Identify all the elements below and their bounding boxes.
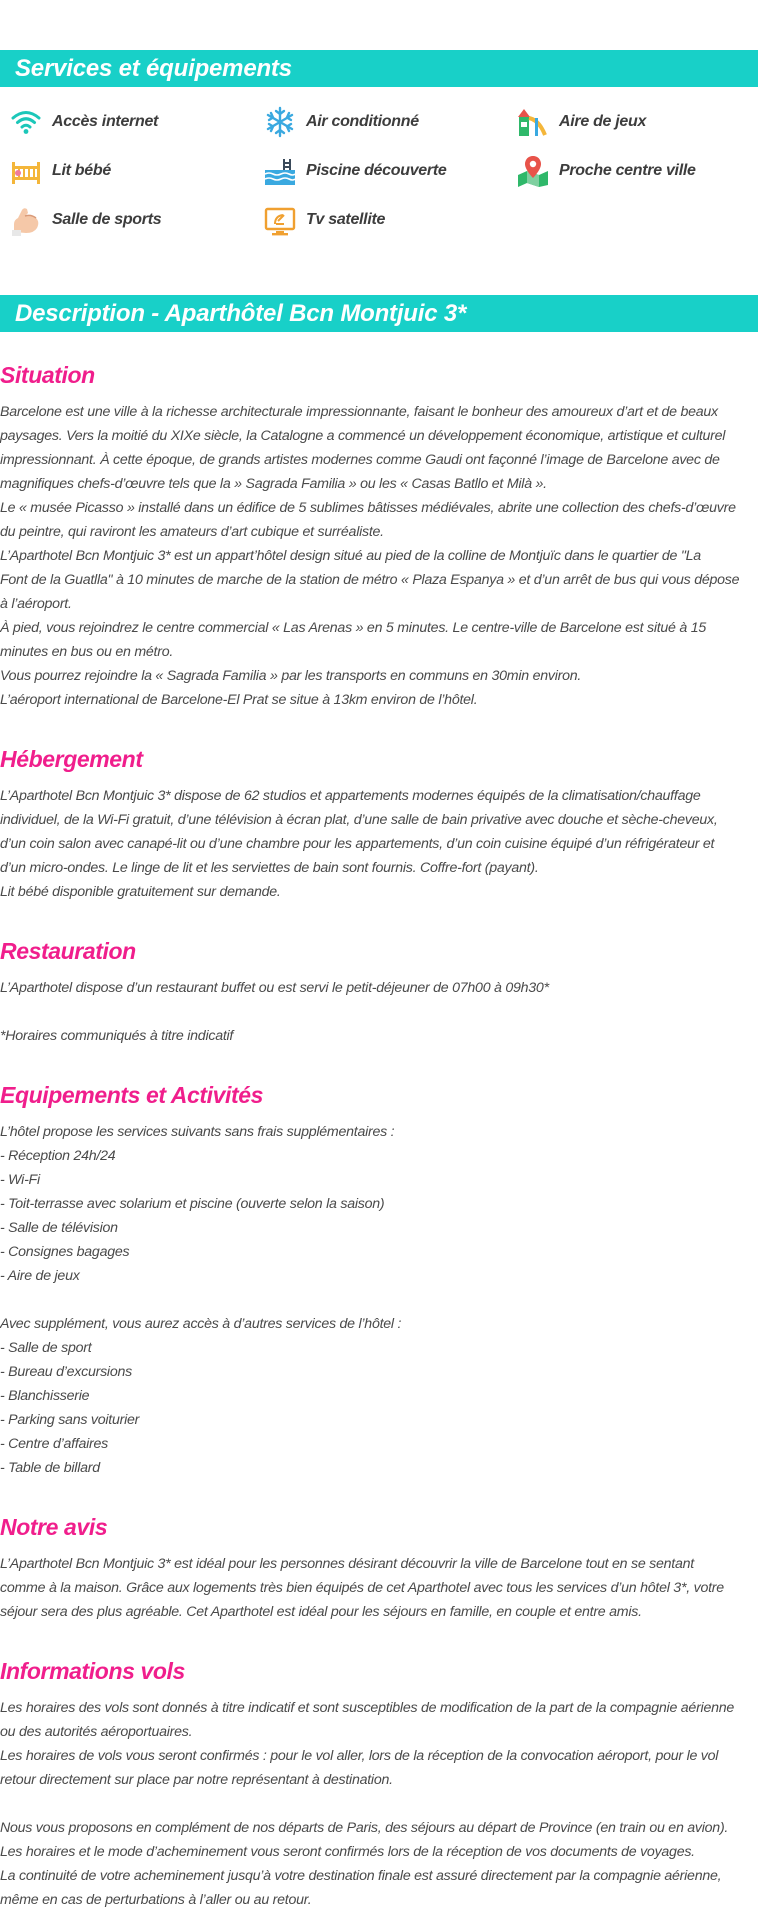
text-line: *Horaires communiqués à titre indicatif: [0, 1028, 234, 1044]
text-line: retour directement sur place par notre représentant à destination.: [0, 1772, 393, 1788]
service-label: Aire de jeux: [559, 113, 647, 130]
text-line: d’un coin salon avec canapé-lit ou d’une chambre pour les appartements, d’un coin cuisine équipé d’un réfrigérateur et: [0, 836, 715, 852]
text-line: d’un micro-ondes. Le linge de lit et les serviettes de bain sont fournis. Coffre-fort (payant).: [0, 860, 539, 876]
text-line: L’Aparthotel Bcn Montjuic 3* est un appart’hôtel design situé au pied de la colline de Montjuïc dans le quartier de "La: [0, 548, 701, 564]
service-item-city-center: [515, 153, 696, 189]
text-line: impressionnant. À cette époque, de grands artistes modernes comme Gaudi ont façonné l’image de Barcelone avec de: [0, 452, 720, 468]
service-item-internet: [8, 104, 158, 140]
avis-text: [0, 1552, 758, 1624]
situation-section: [0, 360, 758, 712]
description-title-band: [0, 295, 758, 332]
text-line: L’hôtel propose les services suivants sans frais supplémentaires :: [0, 1124, 395, 1140]
equipements-text: [0, 1120, 758, 1480]
restauration-heading: Restauration: [0, 938, 136, 964]
vols-section: [0, 1656, 758, 1912]
text-line: - Blanchisserie: [0, 1388, 90, 1404]
service-label: Accès internet: [52, 113, 159, 130]
vols-heading: Informations vols: [0, 1658, 185, 1684]
restauration-text: [0, 976, 758, 1048]
wifi-icon: [8, 104, 44, 140]
service-label: Lit bébé: [52, 162, 111, 179]
service-label: Salle de sports: [52, 211, 162, 228]
text-line: La continuité de votre acheminement jusqu’à votre destination finale est assuré directement par la compagnie aérienne,: [0, 1868, 722, 1884]
tv-icon: [262, 202, 298, 238]
text-line: Font de la Guatlla" à 10 minutes de marche de la station de métro « Plaza Espanya » et d’un arrêt de bus qui vous dépose: [0, 572, 740, 588]
text-line: Lit bébé disponible gratuitement sur demande.: [0, 884, 281, 900]
service-label: Piscine découverte: [306, 162, 447, 179]
text-line: individuel, de la Wi-Fi gratuit, d’une télévision à écran plat, d’une salle de bain privative avec douche et sèche-cheveux,: [0, 812, 718, 828]
hebergement-heading: Hébergement: [0, 746, 143, 772]
text-line: - Table de billard: [0, 1460, 100, 1476]
muscle-arm-icon: [8, 202, 44, 238]
service-item-playground: [515, 104, 646, 140]
text-line: Les horaires de vols vous seront confirmés : pour le vol aller, lors de la réception de la convocation aéroport, pour le vol: [0, 1748, 719, 1764]
service-label: Proche centre ville: [559, 162, 696, 179]
text-line: du peintre, qui raviront les amateurs d’art cubique et surréaliste.: [0, 524, 384, 540]
text-line: [0, 1792, 758, 1816]
service-item-air-conditioning: [262, 104, 419, 140]
text-line: L’Aparthotel Bcn Montjuic 3* est idéal pour les personnes désirant découvrir la ville de Barcelone tout en se sentant: [0, 1556, 694, 1572]
map-pin-icon: [515, 153, 551, 189]
description-title: Description - Aparthôtel Bcn Montjuic 3*: [15, 300, 467, 327]
hebergement-section: [0, 744, 758, 904]
text-line: L’Aparthotel Bcn Montjuic 3* dispose de 62 studios et appartements modernes équipés de la climatisation/chauffage: [0, 788, 701, 804]
pool-icon: [262, 153, 298, 189]
hebergement-text: [0, 784, 758, 904]
avis-heading: Notre avis: [0, 1514, 108, 1540]
service-label: Tv satellite: [306, 211, 386, 228]
text-line: Barcelone est une ville à la richesse architecturale impressionnante, faisant le bonheur des amoureux d’art et de beaux: [0, 404, 718, 420]
equipements-heading: Equipements et Activités: [0, 1082, 264, 1108]
text-line: Nous vous proposons en complément de nos départs de Paris, des séjours au départ de Province (en train ou en avion).: [0, 1820, 729, 1836]
crib-icon: [8, 153, 44, 189]
text-line: magnifiques chefs-d’œuvre tels que la » Sagrada Familia » ou les « Casas Batllo et Milà ».: [0, 476, 547, 492]
text-line: à l’aéroport.: [0, 596, 72, 612]
service-item-crib: [8, 153, 111, 189]
text-line: même en cas de perturbations à l’aller ou au retour.: [0, 1892, 312, 1908]
text-line: - Parking sans voiturier: [0, 1412, 140, 1428]
text-line: Les horaires et le mode d’acheminement vous seront confirmés lors de la réception de vos documents de voyages.: [0, 1844, 695, 1860]
text-line: - Salle de sport: [0, 1340, 92, 1356]
playground-icon: [515, 104, 551, 140]
text-line: paysages. Vers la moitié du XIXe siècle, la Catalogne a commencé un développement économique, artistique et culturel: [0, 428, 726, 444]
avis-section: [0, 1512, 758, 1624]
text-line: - Consignes bagages: [0, 1244, 130, 1260]
text-line: [0, 1000, 758, 1024]
text-line: - Bureau d’excursions: [0, 1364, 132, 1380]
text-line: comme à la maison. Grâce aux logements très bien équipés de cet Aparthotel avec tous les services d’un hôtel 3*, votre: [0, 1580, 724, 1596]
vols-text: [0, 1696, 758, 1912]
text-line: Avec supplément, vous aurez accès à d’autres services de l’hôtel :: [0, 1316, 402, 1332]
text-line: - Toit-terrasse avec solarium et piscine (ouverte selon la saison): [0, 1196, 385, 1212]
text-line: séjour sera des plus agréable. Cet Aparthotel est idéal pour les séjours en famille, en couple et entre amis.: [0, 1604, 642, 1620]
text-line: - Aire de jeux: [0, 1268, 80, 1284]
situation-text: [0, 400, 758, 712]
snowflake-icon: [262, 104, 298, 140]
service-label: Air conditionné: [306, 113, 419, 130]
text-line: ou des autorités aéroportuaires.: [0, 1724, 193, 1740]
text-line: Le « musée Picasso » installé dans un édifice de 5 sublimes bâtisses médiévales, abrite une collection des chefs-d’œuvre: [0, 500, 736, 516]
situation-heading: Situation: [0, 362, 95, 388]
text-line: [0, 1288, 758, 1312]
text-line: - Réception 24h/24: [0, 1148, 116, 1164]
text-line: Vous pourrez rejoindre la « Sagrada Familia » par les transports en communs en 30min environ.: [0, 668, 582, 684]
services-title-band: [0, 50, 758, 87]
text-line: À pied, vous rejoindrez le centre commercial « Las Arenas » en 5 minutes. Le centre-ville de Barcelone est situé à 15: [0, 620, 706, 636]
text-line: - Salle de télévision: [0, 1220, 118, 1236]
equipements-section: [0, 1080, 758, 1480]
text-line: Les horaires des vols sont donnés à titre indicatif et sont susceptibles de modification de la part de la compagnie aérienne: [0, 1700, 735, 1716]
service-item-pool: [262, 153, 446, 189]
service-item-gym: [8, 202, 161, 238]
services-title: Services et équipements: [15, 55, 292, 82]
text-line: - Wi-Fi: [0, 1172, 40, 1188]
text-line: L’Aparthotel dispose d’un restaurant buffet ou est servi le petit-déjeuner de 07h00 à 09h30*: [0, 980, 549, 996]
text-line: L’aéroport international de Barcelone-El Prat se situe à 13km environ de l’hôtel.: [0, 692, 478, 708]
text-line: minutes en bus ou en métro.: [0, 644, 174, 660]
restauration-section: [0, 936, 758, 1048]
service-item-satellite-tv: [262, 202, 385, 238]
text-line: - Centre d’affaires: [0, 1436, 109, 1452]
